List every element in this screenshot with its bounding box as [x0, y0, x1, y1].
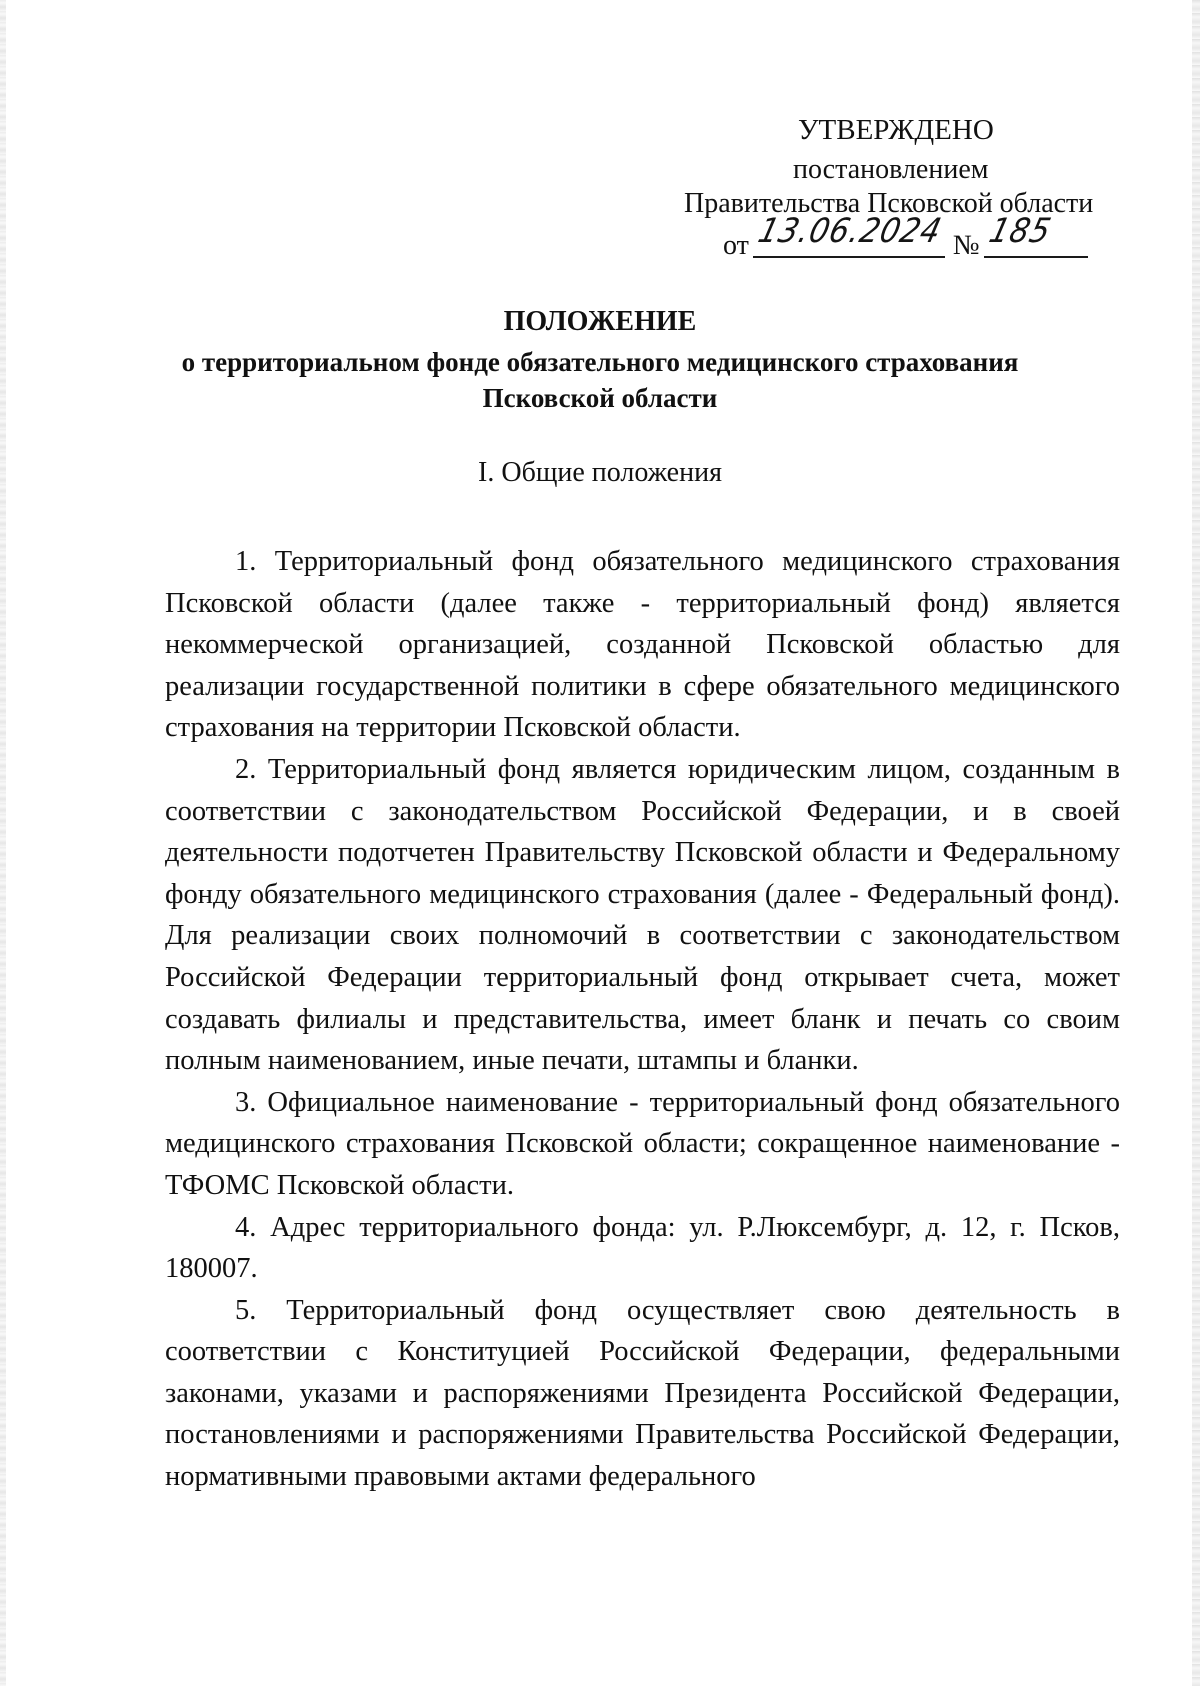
- paragraph-4: 4. Адрес территориального фонда: ул. Р.Люксембург, д. 12, г. Псков, 180007.: [165, 1211, 1120, 1285]
- approval-by: постановлением: [793, 154, 989, 185]
- approval-number-field: [984, 211, 1088, 254]
- document-subtitle-line1: о территориальном фонде обязательного медицинского страхования: [181, 347, 1019, 377]
- approval-title: УТВЕРЖДЕНО: [798, 114, 994, 146]
- paragraph-3: 3. Официальное наименование - территориальный фонд обязательного медицинского страхования Псковской области; сокращенное наименование - ТФОМС Псковской области.: [165, 1086, 1120, 1201]
- document-subtitle-line2: Псковской области: [482, 383, 718, 413]
- document-body: [165, 541, 1120, 1498]
- paragraph-1: 1. Территориальный фонд обязательного медицинского страхования Псковской области (далее также - территориальный фонд) является некоммерческой организацией, созданной Псковской областью для реализации государственной политики в сфере обязательного медицинского страхования на территории Псковской области.: [165, 546, 1120, 744]
- approval-date-prefix: от: [723, 230, 749, 261]
- scan-edge-right: [1192, 0, 1200, 1686]
- scan-edge-left: [0, 0, 6, 1686]
- date-underline: [753, 256, 945, 258]
- paragraph-2: 2. Территориальный фонд является юридическим лицом, созданным в соответствии с законодательством Российской Федерации, и в своей деятельности подотчетен Правительству Псковской области и Федеральному фонду обязательного медицинского страхования (далее - Федеральный фонд). Для реализации своих полномочий в соответствии с законодательством Российской Федерации территориальный фонд открывает счета, может создавать филиалы и представительства, имеет бланк и печать со своим полным наименованием, иные печати, штампы и бланки.: [165, 753, 1120, 1077]
- handwritten-date: 13.06.2024: [754, 211, 946, 252]
- approval-number-sign: №: [952, 230, 980, 261]
- handwritten-number: 185: [984, 211, 1055, 252]
- document-title: ПОЛОЖЕНИЕ: [503, 306, 697, 337]
- approval-date-row: [723, 211, 1088, 264]
- paragraph-5: 5. Территориальный фонд осуществляет свою деятельность в соответствии с Конституцией Российской Федерации, федеральными законами, указами и распоряжениями Президента Российской Федерации, постановлениями и распоряжениями Правительства Российской Федерации, нормативными правовыми актами федерального: [165, 1294, 1120, 1493]
- approval-date-field: [753, 211, 946, 254]
- approval-authority: Правительства Псковской области: [684, 188, 1094, 219]
- number-underline: [984, 256, 1088, 258]
- section-heading: I. Общие положения: [478, 457, 722, 488]
